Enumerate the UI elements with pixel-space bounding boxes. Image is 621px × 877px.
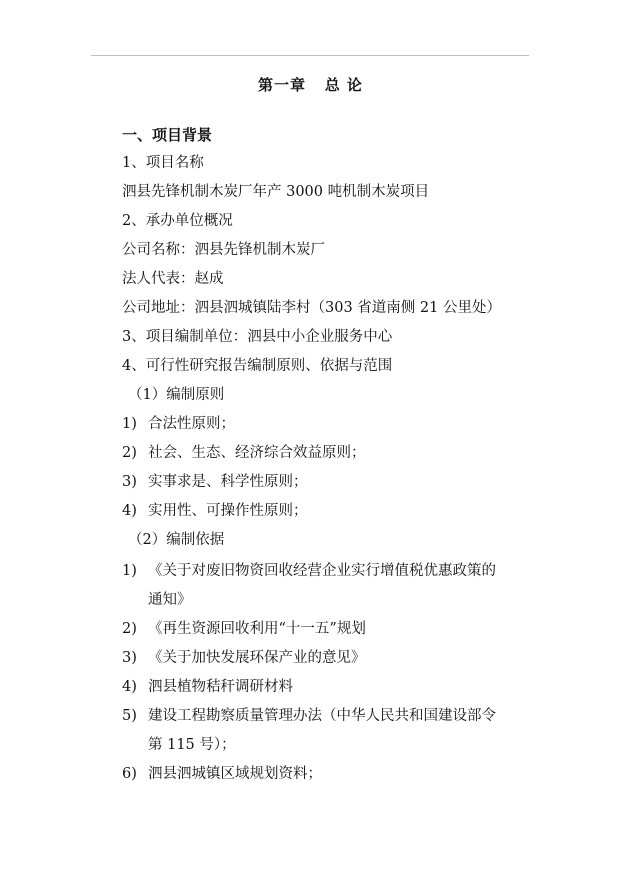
list-number: 1): [122, 563, 137, 579]
list-item: [122, 560, 496, 582]
list-number: 2): [122, 621, 137, 637]
list-item: [122, 413, 235, 435]
header-rule: [91, 55, 529, 56]
list-item-continuation: 通知》: [148, 592, 192, 608]
list-item: [122, 676, 293, 698]
subheading: （1）编制原则: [128, 387, 225, 403]
list-item: [122, 763, 322, 785]
paragraph-line: 2、承办单位概况: [122, 213, 233, 229]
list-item: [122, 471, 308, 493]
list-text: 泗县泗城镇区域规划资料；: [148, 766, 322, 782]
list-number: 1): [122, 416, 137, 432]
list-text: 建设工程勘察质量管理办法（中华人民共和国建设部令: [148, 708, 496, 724]
paragraph-line: 法人代表：赵成: [122, 271, 224, 287]
paragraph-line: 4、可行性研究报告编制原则、依据与范围: [122, 358, 393, 374]
list-number: 3): [122, 650, 137, 666]
list-item: [122, 647, 366, 669]
list-number: 6): [122, 766, 137, 782]
list-item: [122, 442, 366, 464]
list-item: [122, 705, 496, 727]
subheading: （2）编制依据: [128, 532, 225, 548]
paragraph-line: 公司名称：泗县先锋机制木炭厂: [122, 242, 325, 258]
list-number: 2): [122, 445, 137, 461]
paragraph-line: 泗县先锋机制木炭厂年产 3000 吨机制木炭项目: [122, 184, 430, 200]
list-text: 《再生资源回收利用“十一五”规划: [148, 621, 366, 637]
list-text: 《关于加快发展环保产业的意见》: [148, 650, 366, 666]
chapter-title: 第一章 总 论: [258, 76, 363, 94]
section-title: 一、项目背景: [122, 126, 213, 144]
paragraph-line: 1、项目名称: [122, 155, 204, 171]
paragraph-line: 公司地址：泗县泗城镇陆李村（303 省道南侧 21 公里处）: [122, 300, 501, 316]
list-text: 《关于对废旧物资回收经营企业实行增值税优惠政策的: [148, 563, 496, 579]
list-text: 实用性、可操作性原则；: [148, 503, 308, 519]
paragraph-line: 3、项目编制单位：泗县中小企业服务中心: [122, 329, 393, 345]
list-text: 实事求是、科学性原则；: [148, 474, 308, 490]
list-text: 合法性原则；: [148, 416, 235, 432]
list-item: [122, 500, 308, 522]
list-number: 3): [122, 474, 137, 490]
list-number: 5): [122, 708, 137, 724]
list-number: 4): [122, 503, 137, 519]
list-number: 4): [122, 679, 137, 695]
list-item-continuation: 第 115 号）；: [148, 737, 236, 753]
list-item: [122, 618, 366, 640]
list-text: 社会、生态、经济综合效益原则；: [148, 445, 366, 461]
list-text: 泗县植物秸秆调研材料: [148, 679, 293, 695]
